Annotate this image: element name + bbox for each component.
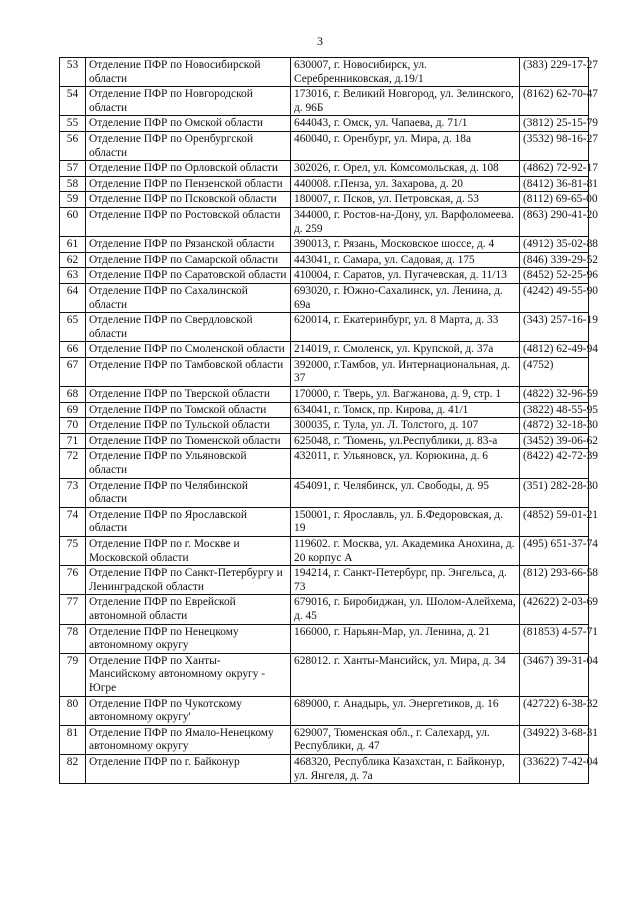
office-phone: (3467) 39-31-04 bbox=[520, 653, 589, 696]
office-address: 390013, г. Рязань, Московское шоссе, д. 4 bbox=[291, 237, 520, 253]
office-name: Отделение ПФР по Тульской области bbox=[86, 418, 291, 434]
office-phone: (8412) 36-81-81 bbox=[520, 176, 589, 192]
office-name: Отделение ПФР по Смоленской области bbox=[86, 342, 291, 358]
office-phone: (42622) 2-03-69 bbox=[520, 595, 589, 624]
table-row bbox=[60, 418, 589, 434]
office-phone: (4752) bbox=[520, 357, 589, 386]
office-phone: (351) 282-28-30 bbox=[520, 478, 589, 507]
office-phone: (863) 290-41-20 bbox=[520, 207, 589, 236]
table-row bbox=[60, 357, 589, 386]
office-name: Отделение ПФР по Томской области bbox=[86, 402, 291, 418]
office-address: 620014, г. Екатеринбург, ул. 8 Марта, д. 33 bbox=[291, 313, 520, 342]
row-number: 66 bbox=[60, 342, 86, 358]
office-address: 443041, г. Самара, ул. Садовая, д. 175 bbox=[291, 252, 520, 268]
office-address: 634041, г. Томск, пр. Кирова, д. 41/1 bbox=[291, 402, 520, 418]
row-number: 58 bbox=[60, 176, 86, 192]
table-body bbox=[60, 58, 598, 784]
row-number: 59 bbox=[60, 192, 86, 208]
row-number: 77 bbox=[60, 595, 86, 624]
table-row bbox=[60, 595, 589, 624]
office-phone: (3822) 48-55-95 bbox=[520, 402, 589, 418]
row-number: 68 bbox=[60, 387, 86, 403]
row-number: 71 bbox=[60, 433, 86, 449]
row-number: 80 bbox=[60, 696, 86, 725]
office-phone: (3532) 98-16-27 bbox=[520, 131, 589, 160]
office-phone: (4812) 62-49-94 bbox=[520, 342, 589, 358]
office-address: 180007, г. Псков, ул. Петровская, д. 53 bbox=[291, 192, 520, 208]
office-phone: (4912) 35-02-88 bbox=[520, 237, 589, 253]
office-name: Отделение ПФР по Санкт-Петербургу и Ленинградской области bbox=[86, 566, 291, 595]
office-name: Отделение ПФР по Орловской области bbox=[86, 161, 291, 177]
table-row bbox=[60, 207, 589, 236]
table-row bbox=[60, 252, 589, 268]
table-row bbox=[60, 342, 589, 358]
office-address: 460040, г. Оренбург, ул. Мира, д. 18а bbox=[291, 131, 520, 160]
office-address: 344000, г. Ростов-на-Дону, ул. Варфоломеева. д. 259 bbox=[291, 207, 520, 236]
office-phone: (3812) 25-15-79 bbox=[520, 116, 589, 132]
office-address: 170000, г. Тверь, ул. Вагжанова, д. 9, стр. 1 bbox=[291, 387, 520, 403]
row-number: 76 bbox=[60, 566, 86, 595]
office-name: Отделение ПФР по Саратовской области bbox=[86, 268, 291, 284]
table-row bbox=[60, 58, 589, 87]
office-name: Отделение ПФР по Тюменской области bbox=[86, 433, 291, 449]
office-name: Отделение ПФР по Ямало-Ненецкому автономному округу bbox=[86, 725, 291, 754]
row-number: 64 bbox=[60, 283, 86, 312]
office-address: 644043, г. Омск, ул. Чапаева, д. 71/1 bbox=[291, 116, 520, 132]
row-number: 61 bbox=[60, 237, 86, 253]
table-row bbox=[60, 387, 589, 403]
table-row bbox=[60, 192, 589, 208]
office-phone: (383) 229-17-27 bbox=[520, 58, 589, 87]
table-row bbox=[60, 116, 589, 132]
office-address: 302026, г. Орел, ул. Комсомольская, д. 108 bbox=[291, 161, 520, 177]
table-row bbox=[60, 402, 589, 418]
office-name: Отделение ПФР по Свердловской области bbox=[86, 313, 291, 342]
office-address: 454091, г. Челябинск, ул. Свободы, д. 95 bbox=[291, 478, 520, 507]
row-number: 67 bbox=[60, 357, 86, 386]
row-number: 78 bbox=[60, 624, 86, 653]
table-row bbox=[60, 478, 589, 507]
office-address: 693020, г. Южно-Сахалинск, ул. Ленина, д. 69а bbox=[291, 283, 520, 312]
office-address: 432011, г. Ульяновск, ул. Корюкина, д. 6 bbox=[291, 449, 520, 478]
office-name: Отделение ПФР по Тамбовской области bbox=[86, 357, 291, 386]
office-phone: (4852) 59-01-21 bbox=[520, 507, 589, 536]
row-number: 72 bbox=[60, 449, 86, 478]
row-number: 62 bbox=[60, 252, 86, 268]
office-name: Отделение ПФР по Пензенской области bbox=[86, 176, 291, 192]
office-phone: (81853) 4-57-71 bbox=[520, 624, 589, 653]
table-row bbox=[60, 161, 589, 177]
office-address: 628012. г. Ханты-Мансийск, ул. Мира, д. 34 bbox=[291, 653, 520, 696]
table-row bbox=[60, 87, 589, 116]
office-phone: (495) 651-37-74 bbox=[520, 537, 589, 566]
office-address: 630007, г. Новосибирск, ул. Серебренниковская, д.19/1 bbox=[291, 58, 520, 87]
row-number: 81 bbox=[60, 725, 86, 754]
office-name: Отделение ПФР по Самарской области bbox=[86, 252, 291, 268]
office-address: 440008. г.Пенза, ул. Захарова, д. 20 bbox=[291, 176, 520, 192]
office-address: 166000, г. Нарьян-Мар, ул. Ленина, д. 21 bbox=[291, 624, 520, 653]
table-row bbox=[60, 237, 589, 253]
office-address: 410004, г. Саратов, ул. Пугачевская, д. 11/13 bbox=[291, 268, 520, 284]
row-number: 54 bbox=[60, 87, 86, 116]
office-name: Отделение ПФР по Еврейской автономной области bbox=[86, 595, 291, 624]
office-phone: (8162) 62-70-47 bbox=[520, 87, 589, 116]
table-row bbox=[60, 176, 589, 192]
office-phone: (34922) 3-68-31 bbox=[520, 725, 589, 754]
row-number: 74 bbox=[60, 507, 86, 536]
office-name: Отделение ПФР по Омской области bbox=[86, 116, 291, 132]
office-name: Отделение ПФР по Оренбургской области bbox=[86, 131, 291, 160]
row-number: 69 bbox=[60, 402, 86, 418]
office-phone: (33622) 7-42-04 bbox=[520, 754, 589, 783]
office-phone: (4242) 49-55-90 bbox=[520, 283, 589, 312]
table-row bbox=[60, 433, 589, 449]
row-number: 73 bbox=[60, 478, 86, 507]
office-address: 689000, г. Анадырь, ул. Энергетиков, д. 16 bbox=[291, 696, 520, 725]
table-row bbox=[60, 566, 589, 595]
table-row bbox=[60, 131, 589, 160]
office-name: Отделение ПФР по Новгородской области bbox=[86, 87, 291, 116]
office-phone: (8422) 42-72-39 bbox=[520, 449, 589, 478]
office-address: 629007, Тюменская обл., г. Салехард, ул. Республики, д. 47 bbox=[291, 725, 520, 754]
row-number: 53 bbox=[60, 58, 86, 87]
row-number: 82 bbox=[60, 754, 86, 783]
office-name: Отделение ПФР по Чукотскому автономному округу' bbox=[86, 696, 291, 725]
office-name: Отделение ПФР по Сахалинской области bbox=[86, 283, 291, 312]
row-number: 70 bbox=[60, 418, 86, 434]
table-row bbox=[60, 754, 589, 783]
office-name: Отделение ПФР по Ростовской области bbox=[86, 207, 291, 236]
office-address: 679016, г. Биробиджан, ул. Шолом-Алейхема, д. 45 bbox=[291, 595, 520, 624]
office-address: 150001, г. Ярославль, ул. Б.Федоровская, д. 19 bbox=[291, 507, 520, 536]
office-name: Отделение ПФР по Ненецкому автономному округу bbox=[86, 624, 291, 653]
office-address: 119602. г. Москва, ул. Академика Анохина, д. 20 корпус А bbox=[291, 537, 520, 566]
row-number: 63 bbox=[60, 268, 86, 284]
office-address: 468320, Республика Казахстан, г. Байконур, ул. Янгеля, д. 7а bbox=[291, 754, 520, 783]
page-number: 3 bbox=[317, 34, 323, 48]
office-phone: (4822) 32-96-59 bbox=[520, 387, 589, 403]
table-row bbox=[60, 507, 589, 536]
table-row bbox=[60, 725, 589, 754]
office-name: Отделение ПФР по г. Москве и Московской области bbox=[86, 537, 291, 566]
pfr-offices-table bbox=[59, 57, 598, 784]
table-row bbox=[60, 268, 589, 284]
office-name: Отделение ПФР по Новосибирской области bbox=[86, 58, 291, 87]
office-phone: (3452) 39-06-62 bbox=[520, 433, 589, 449]
office-name: Отделение ПФР по Псковской области bbox=[86, 192, 291, 208]
office-name: Отделение ПФР по г. Байконур bbox=[86, 754, 291, 783]
office-name: Отделение ПФР по Рязанской области bbox=[86, 237, 291, 253]
row-number: 65 bbox=[60, 313, 86, 342]
row-number: 60 bbox=[60, 207, 86, 236]
office-phone: (343) 257-16-19 bbox=[520, 313, 589, 342]
office-name: Отделение ПФР по Тверской области bbox=[86, 387, 291, 403]
office-phone: (8112) 69-65-00 bbox=[520, 192, 589, 208]
office-address: 392000, г.Тамбов, ул. Интернациональная, д. 37 bbox=[291, 357, 520, 386]
row-number: 56 bbox=[60, 131, 86, 160]
table-row bbox=[60, 696, 589, 725]
row-number: 57 bbox=[60, 161, 86, 177]
office-phone: (8452) 52-25-96 bbox=[520, 268, 589, 284]
table-row bbox=[60, 537, 589, 566]
office-address: 300035, г. Тула, ул. Л. Толстого, д. 107 bbox=[291, 418, 520, 434]
office-name: Отделение ПФР по Челябинской области bbox=[86, 478, 291, 507]
row-number: 79 bbox=[60, 653, 86, 696]
office-name: Отделение ПФР по Ханты-Мансийскому автономному округу - Югре bbox=[86, 653, 291, 696]
office-address: 173016, г. Великий Новгород, ул. Зелинского, д. 96Б bbox=[291, 87, 520, 116]
table-row bbox=[60, 313, 589, 342]
office-address: 194214, г. Санкт-Петербург, пр. Энгельса, д. 73 bbox=[291, 566, 520, 595]
office-name: Отделение ПФР по Ульяновской области bbox=[86, 449, 291, 478]
office-phone: (846) 339-29-52 bbox=[520, 252, 589, 268]
table-row bbox=[60, 449, 589, 478]
office-name: Отделение ПФР по Ярославской области bbox=[86, 507, 291, 536]
office-address: 625048, г. 'Тюмень, ул.Республики, д. 83-а bbox=[291, 433, 520, 449]
office-phone: (4872) 32-18-30 bbox=[520, 418, 589, 434]
table-row bbox=[60, 624, 589, 653]
row-number: 75 bbox=[60, 537, 86, 566]
office-address: 214019, г. Смоленск, ул. Крупской, д. 37а bbox=[291, 342, 520, 358]
office-phone: (42722) 6-38-32 bbox=[520, 696, 589, 725]
office-phone: (4862) 72-92-17 bbox=[520, 161, 589, 177]
row-number: 55 bbox=[60, 116, 86, 132]
office-phone: (812) 293-66-58 bbox=[520, 566, 589, 595]
table-row bbox=[60, 653, 589, 696]
table-row bbox=[60, 283, 589, 312]
